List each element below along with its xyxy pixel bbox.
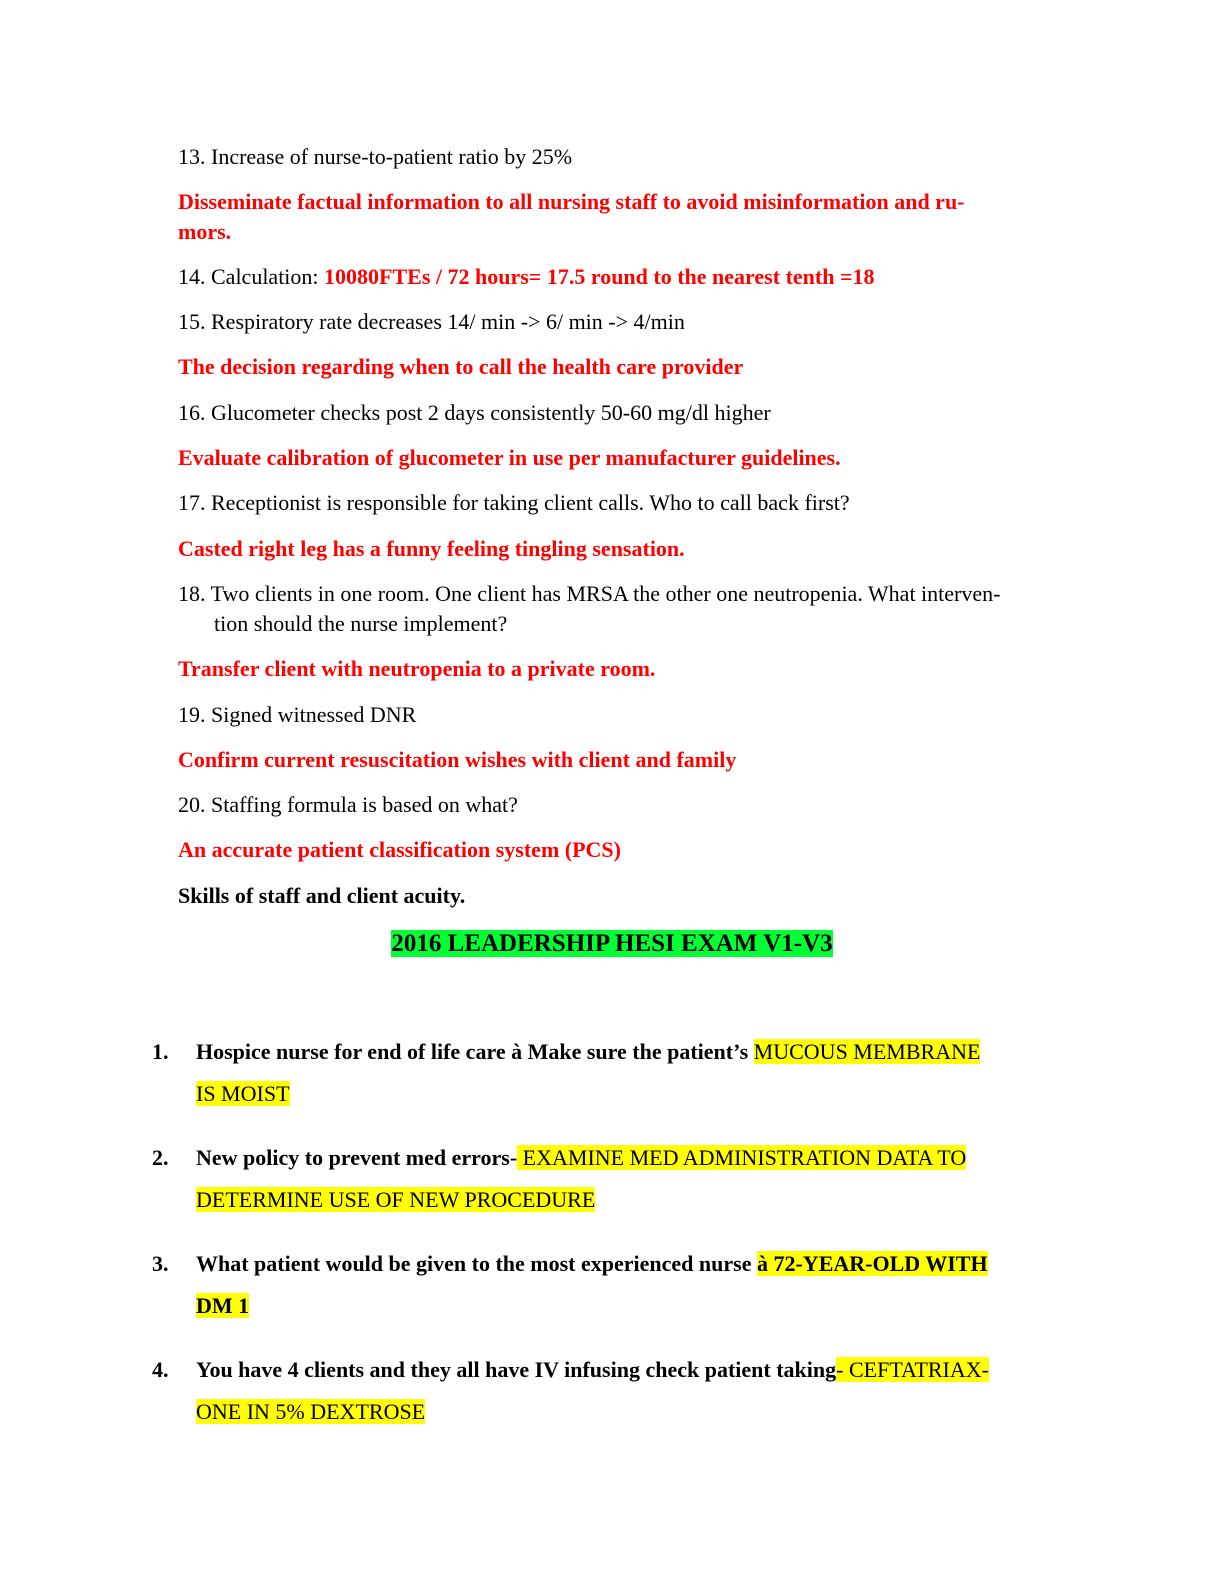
question-17: 17. Receptionist is responsible for taking client calls. Who to call back first? (178, 490, 850, 515)
section-title-text: 2016 LEADERSHIP HESI EXAM V1-V3 (391, 930, 833, 957)
list-item-text: You have 4 clients and they all have IV infusing check patient taking (196, 1357, 837, 1382)
answer-15: The decision regarding when to call the health care provider (178, 354, 744, 379)
question-14 (178, 262, 875, 292)
question-15: 15. Respiratory rate decreases 14/ min -> 6/ min -> 4/min (178, 309, 685, 334)
answer-17: Casted right leg has a funny feeling tingling sensation. (178, 536, 685, 561)
list-item-highlight: MUCOUS MEMBRANE (753, 1039, 981, 1064)
list-item (152, 1137, 1072, 1221)
list-item-text: Hospice nurse for end of life care à Make sure the patient’s (196, 1039, 754, 1064)
answer-13-line1: Disseminate factual information to all nursing staff to avoid misinformation and ru- (178, 189, 965, 214)
list-item-highlight: - CEFTATRIAX- (836, 1357, 989, 1382)
list-item-number: 3. (152, 1251, 169, 1276)
question-13: 13. Increase of nurse-to-patient ratio by 25% (178, 144, 573, 169)
answer-20: An accurate patient classification system (PCS) (178, 837, 621, 862)
answer-20-extra: Skills of staff and client acuity. (178, 883, 466, 908)
list-item-number: 1. (152, 1039, 169, 1064)
list-item-highlight: EXAMINE MED ADMINISTRATION DATA TO (517, 1145, 967, 1170)
answer-16: Evaluate calibration of glucometer in use per manufacturer guidelines. (178, 445, 841, 470)
section-title (0, 928, 1224, 960)
list-item-number: 2. (152, 1145, 169, 1170)
list-item-highlight-cont: IS MOIST (196, 1081, 290, 1106)
question-14-label: 14. Calculation: (178, 264, 325, 289)
list-item-highlight-cont: ONE IN 5% DEXTROSE (196, 1399, 426, 1424)
list-item (152, 1243, 1072, 1327)
question-20: 20. Staffing formula is based on what? (178, 792, 518, 817)
answer-19: Confirm current resuscitation wishes with client and family (178, 747, 737, 772)
list-item (152, 1031, 1072, 1115)
question-19: 19. Signed witnessed DNR (178, 702, 417, 727)
question-18-line1: 18. Two clients in one room. One client has MRSA the other one neutropenia. What interven- (178, 581, 1001, 606)
question-18-line2: tion should the nurse implement? (214, 611, 508, 636)
list-item-highlight-cont: DM 1 (196, 1293, 250, 1318)
list-item-text: New policy to prevent med errors- (196, 1145, 518, 1170)
list-item-highlight: à 72-YEAR-OLD WITH (756, 1251, 988, 1276)
question-16: 16. Glucometer checks post 2 days consistently 50-60 mg/dl higher (178, 400, 771, 425)
list-item-number: 4. (152, 1357, 169, 1382)
list-item (152, 1349, 1072, 1433)
answer-14: 10080FTEs / 72 hours= 17.5 round to the nearest tenth =18 (324, 264, 875, 289)
list-item-highlight-cont: DETERMINE USE OF NEW PROCEDURE (196, 1187, 596, 1212)
answer-13-line2: mors. (178, 219, 232, 244)
list-item-text: What patient would be given to the most experienced nurse (196, 1251, 757, 1276)
answer-18: Transfer client with neutropenia to a private room. (178, 656, 656, 681)
